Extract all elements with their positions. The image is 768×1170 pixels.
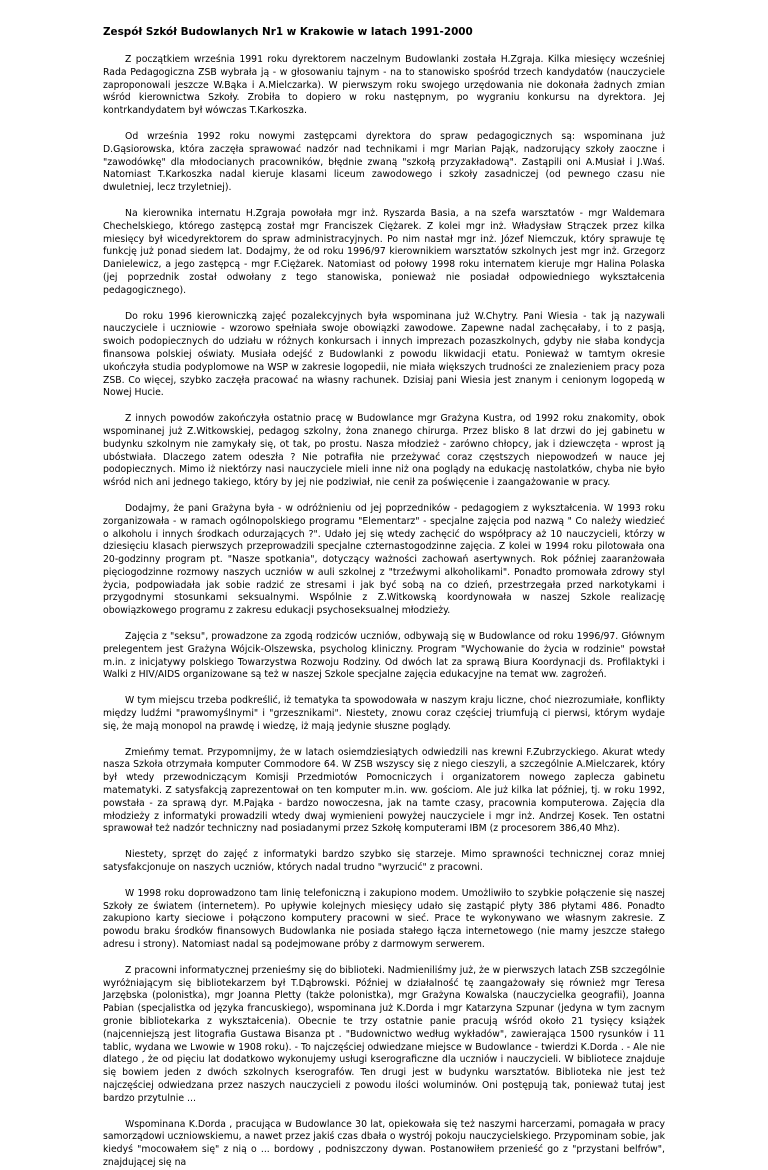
paragraph-11: W 1998 roku doprowadzono tam linię telefoniczną i zakupiono modem. Umożliwiło to szybkie połączenie się naszej Szkoły ze światem (internetem). Po upływie kolejnych miesięcy udało się zastąpić płyty 386 płytami 486. Ponadto zakupiono karty sieciowe i połączono komputery pracowni w sieć. Prace te wykonywano we własnym zakresie. Z powodu braku środków finansowych Budowlanka nie posiada stałego łącza internetowego (nie mamy jeszcze stałego adresu i strony). Natomiast nadal są podejmowane próby z darmowym serwerem. xyxy=(103,887,665,951)
paragraph-9: Zmieńmy temat. Przypomnijmy, że w latach osiemdziesiątych odwiedzili nas krewni F.Zubrzyckiego. Akurat wtedy nasza Szkoła otrzymała komputer Commodore 64. W ZSB wszyscy się z niego cieszyli, a szczególnie A.Mielczarek, który był wtedy przewodniczącym Komisji Przedmiotów Pomocniczych i organizatorem nowego zaplecza gabinetu matematyki. Z satysfakcją zaprezentował on ten komputer m.in. ww. gościom. Ale już kilka lat później, tj. w roku 1992, powstała - za sprawą dyr. M.Pająka - bardzo nowoczesna, jak na tamte czasy, pracownia komputerowa. Zajęcia dla młodzieży z informatyki prowadzili wtedy dwaj wymienieni powyżej nauczyciele i mgr inż. Andrzej Kosek. Ten ostatni sprawował też nadzór techniczny nad posiadanymi przez Szkołę komputerami IBM (z procesorem 386,40 Mhz). xyxy=(103,746,665,835)
paragraph-3: Na kierownika internatu H.Zgraja powołała mgr inż. Ryszarda Basia, a na szefa warsztatów - mgr Waldemara Chechelskiego, którego zastępcą został mgr Franciszek Ciężarek. Z kolei mgr inż. Władysław Strączek przez kilka miesięcy był wicedyrektorem do spraw administracyjnych. Po nim nastał mgr inż. Józef Niemczuk, który sprawuje tę funkcję już ponad siedem lat. Dodajmy, że od roku 1996/97 kierownikiem warsztatów szkolnych jest mgr inż. Grzegorz Danielewicz, a jego zastępcą - mgr F.Ciężarek. Natomiast od połowy 1998 roku internatem kieruje mgr Halina Polaska (jej poprzednik został odwołany z tego stanowiska, ponieważ nie posiadał odpowiedniego wykształcenia pedagogicznego). xyxy=(103,207,665,296)
paragraph-2: Od września 1992 roku nowymi zastępcami dyrektora do spraw pedagogicznych są: wspominana już D.Gąsiorowska, która zaczęła sprawować nadzór nad technikami i mgr Marian Pająk, nadzorujący szkoły zaoczne i "zawodówkę" dla młodocianych pracowników, błędnie zwaną "szkołą przyzakładową". Zastąpili oni A.Musiał i J.Waś. Natomiast T.Karkoszka nadal kieruje klasami liceum zawodowego i szkoły zasadniczej (od pewnego czasu nie dwuletniej, lecz trzyletniej). xyxy=(103,130,665,194)
paragraph-6: Dodajmy, że pani Grażyna była - w odróżnieniu od jej poprzedników - pedagogiem z wykształcenia. W 1993 roku zorganizowała - w ramach ogólnopolskiego programu "Elementarz" - specjalne zajęcia pod nazwą " Co należy wiedzieć o alkoholu i innych środkach odurzających ?". Udało jej się wtedy zachęcić do współpracy aż 10 nauczycieli, którzy w dziesięciu klasach pierwszych przeprowadzili specjalne czternastogodzinne zajęcia. Z kolei w 1994 roku pilotowała ona 20-godzinny program pt. "Nasze spotkania", dotyczący ważności zachowań asertywnych. Rok później zaaranżowała pięciogodzinne rozmowy naszych uczniów w auli szkolnej z "trzeźwymi alkoholikami". Ponadto promowała zdrowy styl życia, podpowiadała jak sobie radzić ze stresami i jak być sobą na co dzień, przestrzegała przed narkotykami i przygodnymi stosunkami seksualnymi. Wspólnie z Z.Witkowską koordynowała w naszej Szkole realizację obowiązkowego programu z zakresu edukacji psychoseksualnej młodzieży. xyxy=(103,502,665,617)
document-body xyxy=(103,54,665,1170)
paragraph-4: Do roku 1996 kierowniczką zajęć pozalekcyjnych była wspominana już W.Chytry. Pani Wiesia - tak ją nazywali nauczyciele i uczniowie - wzorowo spełniała swoje obowiązki zawodowe. Zapewne nadal zachęcałaby, i to z pasją, swoich podopiecznych do udziału w różnych konkursach i innych imprezach pozaszkolnych, gdyby nie słaba kondycja finansowa polskiej oświaty. Musiała odejść z Budowlanki z powodu likwidacji etatu. Ponieważ w tamtym okresie ukończyła studia podyplomowe na WSP w zakresie logopedii, nie miała większych trudności ze znalezieniem pracy poza ZSB. Co więcej, szybko zaczęła pracować na własny rachunek. Dzisiaj pani Wiesia jest znanym i cenionym logopedą w Nowej Hucie. xyxy=(103,310,665,399)
document-title: Zespół Szkół Budowlanych Nr1 w Krakowie w latach 1991-2000 xyxy=(103,26,473,38)
paragraph-1: Z początkiem września 1991 roku dyrektorem naczelnym Budowlanki została H.Zgraja. Kilka miesięcy wcześniej Rada Pedagogiczna ZSB wybrała ją - w głosowaniu tajnym - na to stanowisko spośród trzech kandydatów (nauczyciele zaproponowali jeszcze W.Bąka i A.Mielczarka). W pierwszym roku swojego urzędowania nie dokonała żadnych zmian wśród kierownictwa Szkoły. Zrobiła to dopiero w roku następnym, po wygraniu konkursu na dyrektora. Jej kontrkandydatem był wówczas T.Karkoszka. xyxy=(103,54,665,117)
paragraph-13: Wspominana K.Dorda , pracująca w Budowlance 30 lat, opiekowała się też naszymi harcerzami, pomagała w pracy samorządowi uczniowskiemu, a nawet przez jakiś czas dbała o wystrój pokoju nauczycielskiego. Przypominam sobie, jak kiedyś "mocowałem się" z nią o ... bordowy , podniszczony dywan. Postanowiłem przenieść go z "przystani belfrów", znajdującej się na xyxy=(103,1118,665,1168)
paragraph-5: Z innych powodów zakończyła ostatnio pracę w Budowlance mgr Grażyna Kustra, od 1992 roku znakomity, obok wspominanej już Z.Witkowskiej, pedagog szkolny, żona znanego chirurga. Przez blisko 8 lat drzwi do jej gabinetu w budynku szkolnym nie zamykały się, ot tak, po prostu. Nasza młodzież - zarówno chłopcy, jak i dziewczęta - wprost ją ubóstwiała. Dlaczego zatem odeszła ? Nie potrafiła nie przeżywać coraz częstszych niepowodzeń w nauce jej podopiecznych. Mimo iż niektórzy nasi nauczyciele mieli inne niż ona poglądy na edukację nastolatków, chyba nie było wśród nich ani jednego takiego, który by jej nie podziwiał, nie cenił za poświęcenie i zaangażowanie w pracy. xyxy=(103,413,665,489)
paragraph-8: W tym miejscu trzeba podkreślić, iż tematyka ta spowodowała w naszym kraju liczne, choć niezrozumiałe, konflikty między ludźmi "prawomyślnymi" i "grzesznikami". Niestety, znowu coraz częściej triumfują ci pierwsi, którym wydaje się, że mają monopol na prawdę i wiedzę, iż mają jedynie słuszne poglądy. xyxy=(103,695,665,732)
paragraph-7: Zajęcia z "seksu", prowadzone za zgodą rodziców uczniów, odbywają się w Budowlance od roku 1996/97. Głównym prelegentem jest Grażyna Wójcik-Olszewska, psycholog kliniczny. Program "Wychowanie do życia w rodzinie" powstał m.in. z inicjatywy polskiego Towarzystwa Rozwoju Rodziny. Od dwóch lat za sprawą Biura Koordynacji ds. Profilaktyki i Walki z HIV/AIDS organizowane są też w naszej Szkole specjalne zajęcia edukacyjne na temat ww. zagrożeń. xyxy=(103,631,665,681)
paragraph-12: Z pracowni informatycznej przenieśmy się do biblioteki. Nadmieniliśmy już, że w pierwszych latach ZSB szczególnie wyróżniającym się bibliotekarzem był T.Dąbrowski. Później w działalność tę zaangażowały się również mgr Teresa Jarzębska (polonistka), mgr Joanna Pletty (także polonistka), mgr Grażyna Kowalska (nauczycielka geografii), Joanna Pabian (specjalistka od języka francuskiego), wspominana już K.Dorda i mgr Katarzyna Szpunar (jedyna w tym zacnym gronie bibliotekarka z wykształcenia). Obecnie te trzy ostatnie panie pracują wśród około 21 tysięcy książek (najcenniejszą jest litografia Gustawa Bisanza pt . "Budownictwo według wykładów", zawierająca 1500 rysunków i 11 tablic, wydana we Lwowie w 1908 roku). - To najczęściej odwiedzane miejsce w Budowlance - twierdzi K.Dorda . - Ale nie dlatego , że od pięciu lat dodatkowo wykonujemy usługi kserograficzne dla uczniów i nauczycieli. W bibliotece znajduje się bowiem jeden z dwóch szkolnych kserografów. Ten drugi jest w budynku warsztatów. Biblioteka nie jest też najczęściej odwiedzana przez naszych nauczycieli z powodu ilości woluminów. Oni postępują tak, ponieważ tutaj jest bardzo przytulnie ... xyxy=(103,964,665,1104)
paragraph-10: Niestety, sprzęt do zajęć z informatyki bardzo szybko się starzeje. Mimo sprawności technicznej coraz mniej satysfakcjonuje on naszych uczniów, których nadal trudno "wyrzucić" z pracowni. xyxy=(103,849,665,874)
